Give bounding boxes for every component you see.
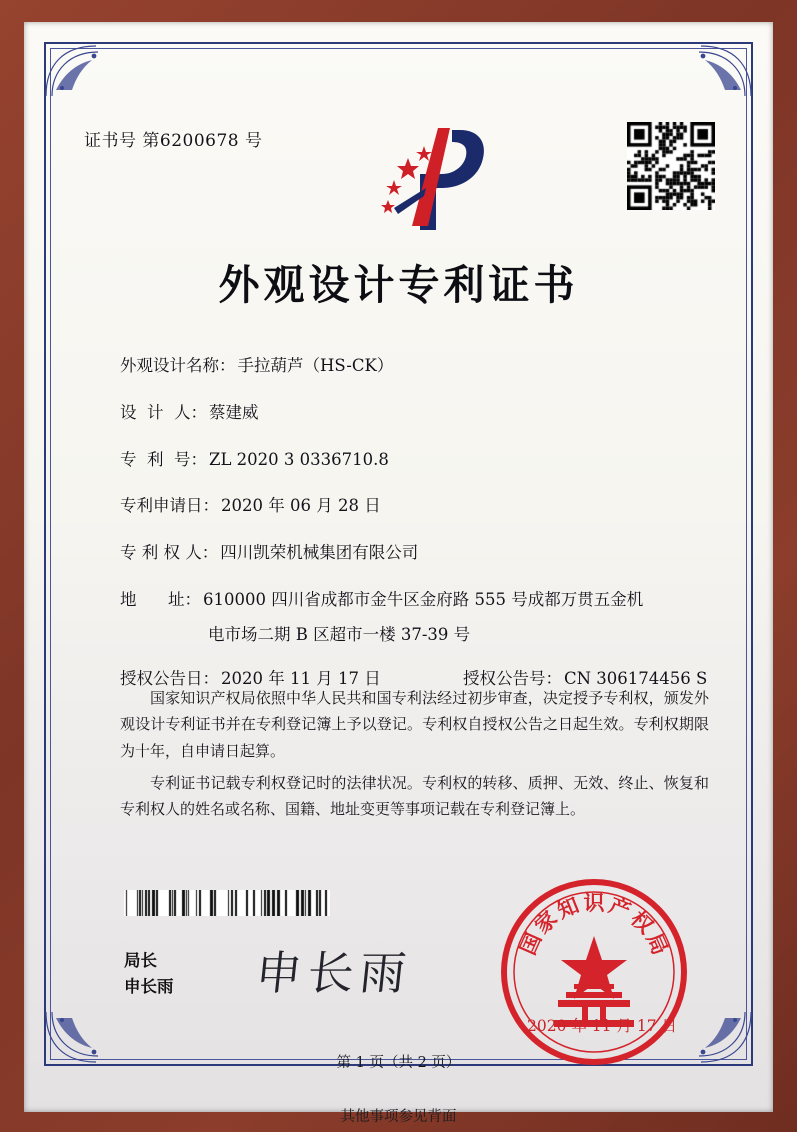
field-value: 四川凯荣机械集团有限公司 [220, 543, 419, 562]
svg-text:国: 国 [514, 929, 547, 959]
field-address [120, 588, 709, 613]
page-number: 第 1 页（共 2 页） [336, 1055, 461, 1071]
seal-date: 2020 年 11 月 17 日 [526, 1017, 678, 1035]
field-value: 610000 四川省成都市金牛区金府路 555 号成都万贯五金机 [202, 589, 644, 609]
handwritten-signature: 申长雨 [252, 946, 415, 1000]
field-value: 蔡建威 [208, 402, 259, 422]
field-application-date [120, 494, 709, 519]
field-value: 手拉葫芦（HS-CK） [237, 356, 394, 375]
page-title: 外观设计专利证书 [218, 261, 579, 309]
field-label: 授权公告日： [120, 668, 219, 688]
field-label: 外观设计名称： [120, 356, 236, 375]
field-value: ZL 2020 3 0336710.8 [208, 449, 389, 469]
field-patent-number [120, 448, 709, 473]
field-label: 地 址： [120, 589, 201, 609]
field-label: 专 利 号： [120, 449, 207, 469]
certificate-number: 证书号 第6200678 号 [84, 131, 263, 151]
field-address-line2: 电市场二期 B 区超市一楼 37-39 号 [208, 624, 471, 644]
barcode [124, 890, 330, 916]
field-value: 2020 年 06 月 28 日 [221, 496, 381, 516]
official-seal [496, 874, 692, 1070]
svg-text:家: 家 [529, 905, 562, 939]
field-designer [120, 401, 709, 426]
legal-text [120, 685, 709, 828]
field-design-name [120, 354, 709, 379]
director-block [124, 948, 174, 999]
qr-code [627, 122, 715, 210]
field-value-2: CN 306174456 S [564, 668, 708, 688]
svg-text:局: 局 [641, 929, 674, 959]
svg-text:权: 权 [626, 905, 659, 939]
field-label: 专利申请日： [120, 496, 219, 516]
director-name: 申长雨 [124, 976, 174, 996]
field-patentee [120, 541, 709, 566]
legal-paragraph-2: 专利证书记载专利权登记时的法律状况。专利权的转移、质押、无效、终止、恢复和专利权人的姓名或名称、国籍、地址变更等事项记载在专利登记簿上。 [120, 773, 709, 818]
svg-text:识: 识 [583, 890, 605, 915]
field-label: 设 计 人： [120, 402, 207, 422]
field-value: 2020 年 11 月 17 日 [221, 668, 381, 688]
field-label: 专 利 权 人： [120, 543, 219, 562]
certificate-paper [24, 22, 773, 1112]
svg-text:产: 产 [605, 892, 635, 924]
certificate-fields [120, 354, 709, 713]
footnote: 其他事项参见背面 [340, 1109, 457, 1125]
director-label: 局长 [124, 951, 157, 970]
field-label-2: 授权公告号： [463, 668, 562, 688]
legal-paragraph-1: 国家知识产权局依照中华人民共和国专利法经过初步审查，决定授予专利权，颁发外观设计专利证书并在专利登记簿上予以登记。专利权自授权公告之日起生效。专利权期限为十年，自申请日起算。 [120, 689, 709, 760]
svg-text:知: 知 [553, 892, 583, 924]
cnipa-logo-icon [364, 122, 494, 237]
